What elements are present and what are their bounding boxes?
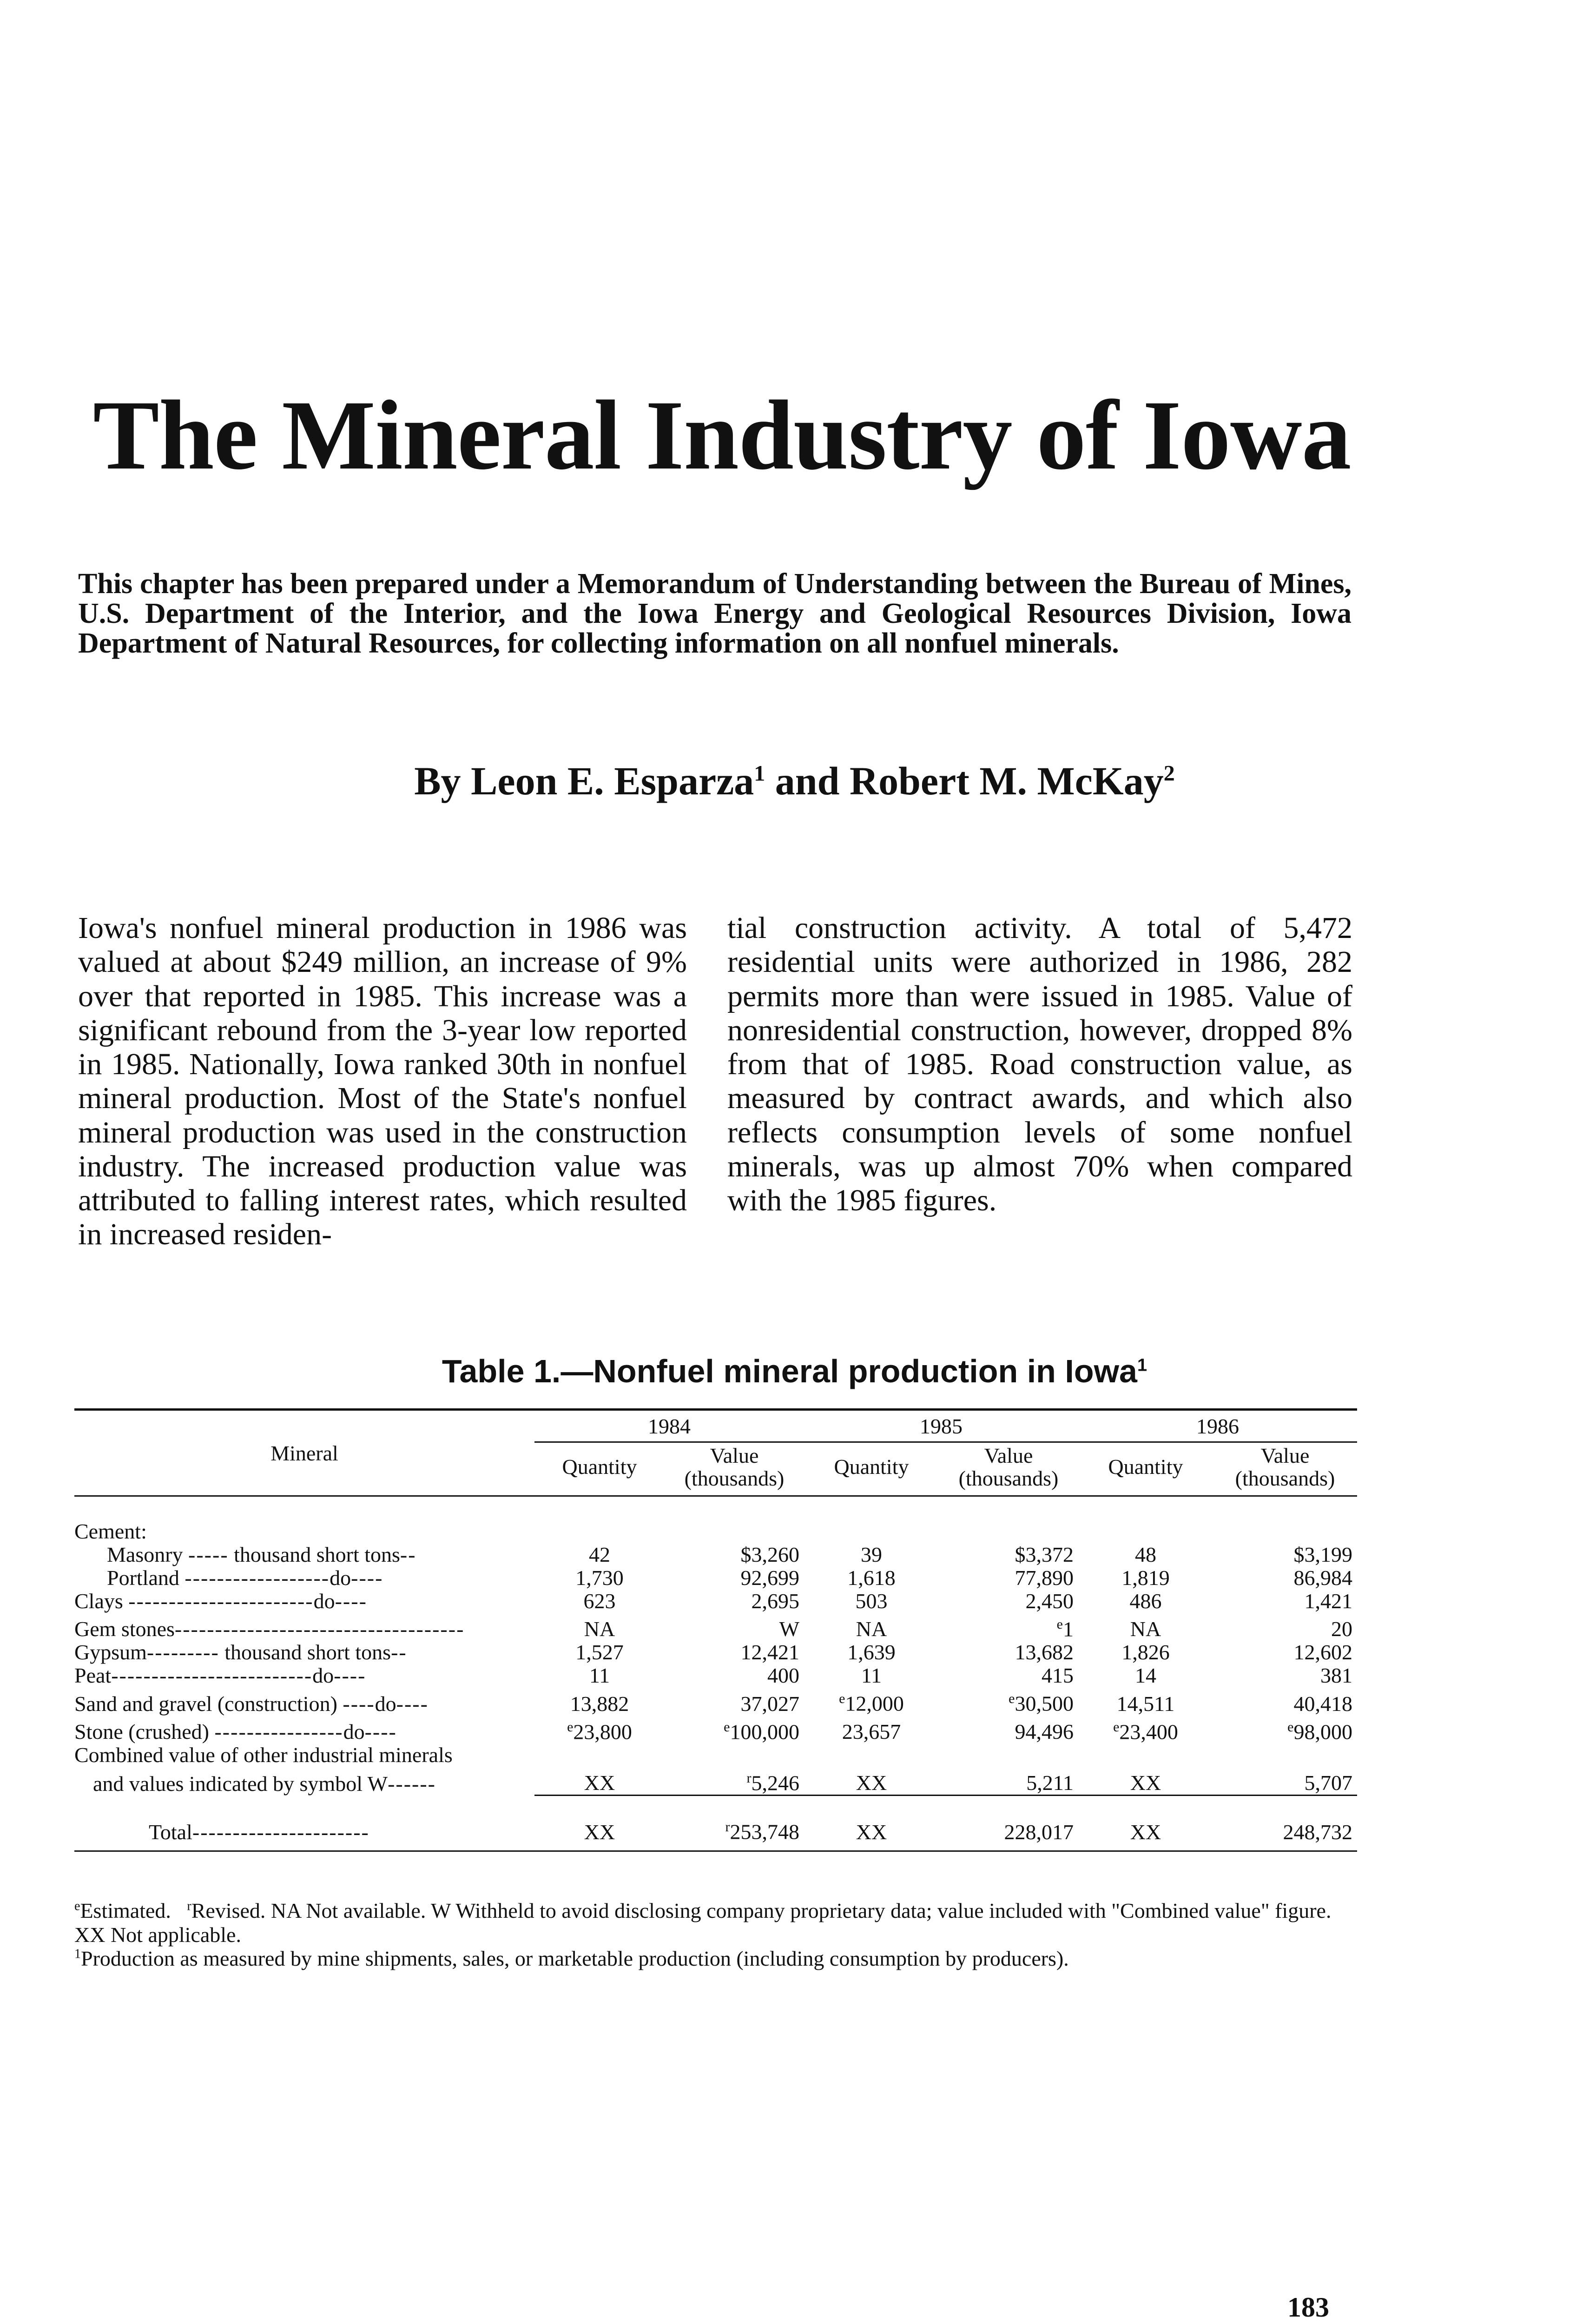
cell-q84: $^e$23,800 [567,1719,632,1743]
chapter-title: The Mineral Industry of Iowa [93,380,1351,490]
cell-v86: 1,421 [1304,1589,1352,1613]
cell-q85: 23,657 [842,1719,901,1743]
byline-prefix: By [414,759,461,803]
value-header: Value (thousands) [958,1444,1059,1490]
cell-q86: XX [1130,1771,1161,1795]
table-row [74,1664,1357,1687]
cell-v84: $^e$100,000 [724,1719,799,1743]
cell-v86: $3,199 [1293,1542,1352,1566]
cell-v86: 12,602 [1293,1640,1352,1664]
author-1-footnote: 1 [754,761,765,786]
cell-v85: 415 [1042,1664,1074,1688]
quantity-header: Quantity [562,1455,637,1479]
footnote-1: $^1$Production as measured by mine shipments, sales, or marketable production (including consumption by producers). [74,1947,1069,1971]
cell-q86: XX [1130,1820,1161,1844]
author-2-footnote: 2 [1163,761,1175,786]
total-row [74,1802,1357,1850]
cell-q84: 11 [589,1664,610,1688]
cell-v84: 2,695 [751,1589,799,1613]
page-number: 183 [1287,2292,1329,2323]
cell-q84: XX [584,1820,615,1844]
body-text-left: Iowa's nonfuel mineral production in 1986 was valued at about $249 million, an increase of 9% over that reported in 1985. This increase was a significant rebound from the 3-year low reported in 1985. Nationally, Iowa ranked 30th in nonfuel mineral production. Most of the State's nonfuel mineral production was used in the construction industry. The increased production value was attributed to falling interest rates, which resulted in increased residen- [78,911,687,1252]
value-header: Value (thousands) [684,1444,785,1490]
cell-v86: 86,984 [1293,1565,1352,1590]
cell-q85: $^e$12,000 [839,1691,904,1716]
byline-conjunction: and [775,759,840,803]
table-row [74,1687,1357,1715]
table-row [74,1767,1357,1796]
body-column-right [727,911,1352,1217]
cell-q85: 503 [855,1589,888,1613]
author-2: Robert M. McKay [849,759,1164,803]
row-label: Masonry ----- thousand short tons-- [107,1543,416,1566]
table-row [74,1641,1357,1664]
cell-q86: 14 [1135,1664,1156,1688]
cell-v86: $^e$98,000 [1287,1719,1352,1743]
cell-q86: 1,819 [1121,1565,1170,1590]
row-label: Sand and gravel (construction) ----do---- [74,1691,429,1716]
cell-q85: 11 [861,1664,882,1688]
row-label: Gypsum--------- thousand short tons-- [74,1641,407,1664]
table-title [0,1353,1589,1390]
table-title-footnote: 1 [1137,1355,1147,1375]
cell-v86: 381 [1320,1664,1352,1688]
cell-v84: W [779,1617,799,1641]
cell-v85: 13,682 [1015,1640,1074,1664]
cell-q85: 1,618 [847,1565,896,1590]
cell-q84: 42 [589,1542,610,1566]
cell-q86: NA [1130,1617,1161,1641]
cell-v84: 12,421 [740,1640,799,1664]
mineral-header: Mineral [270,1441,338,1465]
cell-v84: $^r$253,748 [725,1819,799,1844]
table-row [74,1743,1357,1767]
quantity-header: Quantity [1108,1455,1183,1479]
cell-v84: 400 [767,1664,799,1688]
intro-paragraph: This chapter has been prepared under a Memorandum of Understanding between the Bureau of Mines, U.S. Department of the Interior, and the Iowa Energy and Geological Resources Division, Iowa Department of Natural Resources, for collecting information on all nonfuel minerals. [78,568,1352,659]
cell-v85: 228,017 [1004,1820,1074,1844]
cell-v84: 37,027 [740,1691,799,1716]
cell-q86: 48 [1135,1542,1156,1566]
cell-q85: 1,639 [847,1640,896,1664]
cell-v86: 5,707 [1304,1771,1352,1795]
cell-q85: XX [856,1820,887,1844]
table-row [74,1613,1357,1641]
table-bottom-rule [74,1850,1357,1852]
cell-q84: XX [584,1771,615,1795]
table-footnotes [74,1899,1357,1971]
cell-v84: $3,260 [740,1542,799,1566]
cell-v84: 92,699 [740,1565,799,1590]
cell-q86: 14,511 [1116,1691,1175,1716]
cell-q85: 39 [861,1542,882,1566]
cell-v86: 248,732 [1283,1820,1352,1844]
cell-q84: 1,730 [575,1565,624,1590]
cell-q85: XX [856,1771,887,1795]
row-label: Gem stones------------------------------------ [74,1617,465,1641]
table-row [74,1590,1357,1613]
total-label: Total---------------------- [149,1820,369,1844]
cell-v85: $^e$1 [1056,1616,1074,1641]
cell-v85: $^e$30,500 [1009,1691,1074,1716]
cell-q84: 623 [583,1589,616,1613]
row-label-combined-2: and values indicated by symbol W------ [93,1771,436,1796]
author-1: Leon E. Esparza [471,759,754,803]
table-title-text: Table 1.—Nonfuel mineral production in Iowa [442,1353,1137,1389]
body-text-right: tial construction activity. A total of 5,472 residential units were authorized in 1986, 282 permits more than were issued in 1985. Value of nonresidential construction, however, dropped 8% from that of 1985. Road construction value, as measured by contract awards, and which also reflects consumption levels of some nonfuel minerals, was up almost 70% when compared with the 1985 figures. [727,911,1352,1217]
cell-v86: 20 [1331,1617,1352,1641]
production-table [74,1408,1357,1852]
row-label: Peat-------------------------do---- [74,1664,366,1688]
table-row [74,1543,1357,1566]
table-row [74,1566,1357,1590]
row-label: Stone (crushed) ----------------do---- [74,1719,397,1743]
cell-q84: 1,527 [575,1640,624,1664]
cell-q84: 13,882 [570,1691,629,1716]
cell-q86: $^e$23,400 [1113,1719,1178,1743]
cell-v85: 77,890 [1015,1565,1074,1590]
value-header: Value (thousands) [1235,1444,1335,1490]
quantity-header: Quantity [834,1455,909,1479]
cell-v85: 5,211 [1026,1771,1074,1795]
cell-v85: 2,450 [1025,1589,1074,1613]
cell-v85: 94,496 [1015,1719,1074,1743]
cell-q85: NA [856,1617,887,1641]
cell-q84: NA [584,1617,615,1641]
row-label: Portland ------------------do---- [107,1566,383,1590]
cell-v86: 40,418 [1293,1691,1352,1716]
table-row [74,1716,1357,1743]
footnote-legend: $^e$Estimated. $^r$Revised. NA Not available. W Withheld to avoid disclosing company proprietary data; value included with "Combined value" figure. XX Not applicable. [74,1899,1332,1947]
cell-q86: 1,826 [1121,1640,1170,1664]
year-header-1985: 1985 [804,1411,1078,1442]
byline [0,758,1589,804]
row-label-combined-1: Combined value of other industrial minerals [74,1743,453,1767]
row-label: Clays -----------------------do---- [74,1589,367,1613]
cell-v84: $^r$5,246 [746,1770,799,1795]
body-column-left [78,911,687,1252]
year-header-1986: 1986 [1078,1411,1357,1442]
year-header-1984: 1984 [534,1411,804,1442]
cell-v85: $3,372 [1015,1542,1074,1566]
group-label-cement: Cement: [74,1519,147,1543]
table-row [74,1520,1357,1543]
cell-q86: 486 [1129,1589,1162,1613]
